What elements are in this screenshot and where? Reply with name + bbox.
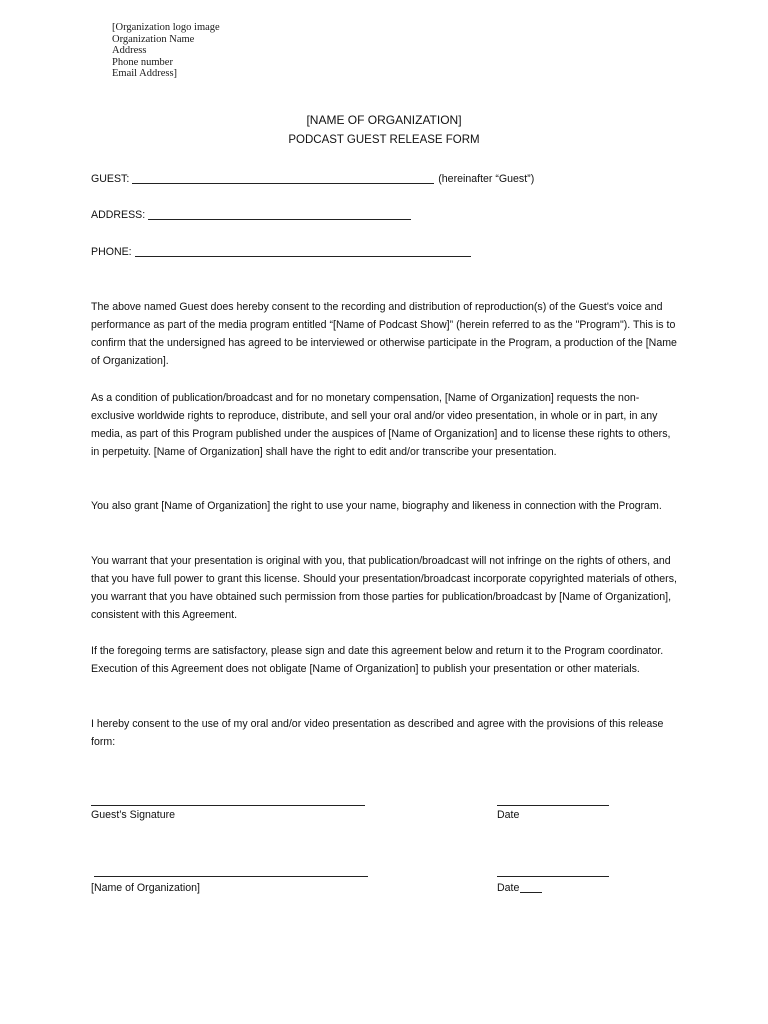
guest-field xyxy=(91,173,534,185)
email-address-text: Email Address] xyxy=(112,68,178,80)
guest-signature-line[interactable] xyxy=(91,805,365,806)
organization-name-text: Organization Name xyxy=(112,33,195,45)
organization-header-block xyxy=(112,22,220,80)
guest-signature-label: Guest’s Signature xyxy=(91,809,176,821)
organization-date-label: Date xyxy=(497,882,520,894)
organization-date-line[interactable] xyxy=(497,876,609,877)
guest-label: GUEST: xyxy=(91,173,130,185)
guest-suffix: (hereinafter “Guest”) xyxy=(438,173,535,185)
form-title: PODCAST GUEST RELEASE FORM xyxy=(288,134,480,146)
guest-input-line[interactable] xyxy=(132,173,434,184)
consent-paragraph: The above named Guest does hereby consent to the recording and distribution of reproduction(s) of the Guest's voice and performance as part of the media program entitled “[Name of Podcast Show]” (herein referred to as the "Program"). This is to confirm that the undersigned has agreed to be interviewed or otherwise participate in the Program, a production of the [Name of Organization]. xyxy=(91,301,677,367)
final-consent-paragraph: I hereby consent to the use of my oral and/or video presentation as described and agree with the provisions of this release form: xyxy=(91,718,664,748)
warranty-paragraph: You warrant that your presentation is original with you, that publication/broadcast will not infringe on the rights of others, and that you have full power to grant this license. Should your presentation/broadcast incorporate copyrighted materials of others, you warrant that you have obtained such permission from those parties for publication/broadcast by [Name of Organization], consistent with this Agreement. xyxy=(91,555,677,621)
organization-date-short-line[interactable] xyxy=(520,882,542,893)
organization-signature-line[interactable] xyxy=(94,876,368,877)
address-label: ADDRESS: xyxy=(91,209,146,221)
instructions-paragraph: If the foregoing terms are satisfactory, please sign and date this agreement below and return it to the Program coordinator. Execution of this Agreement does not obligate [Name of Organization] to publish your presentation or other materials. xyxy=(91,645,664,675)
rights-paragraph: As a condition of publication/broadcast and for no monetary compensation, [Name of Organization] requests the non-exclusive worldwide rights to reproduce, distribute, and sell your oral and/or video presentation, in whole or in part, in any media, as part of this Program published under the auspices of [Name of Organization] and to license these rights to others, in perpetuity. [Name of Organization] shall have the right to edit and/or transcribe your presentation. xyxy=(91,392,671,458)
phone-field xyxy=(91,246,475,258)
guest-date-line[interactable] xyxy=(497,805,609,806)
phone-number-text: Phone number xyxy=(112,56,173,68)
likeness-paragraph: You also grant [Name of Organization] the right to use your name, biography and likeness in connection with the Program. xyxy=(91,500,662,512)
phone-label: PHONE: xyxy=(91,246,132,258)
phone-input-line[interactable] xyxy=(135,246,471,257)
organization-title: [NAME OF ORGANIZATION] xyxy=(306,113,462,127)
logo-placeholder-text: [Organization logo image xyxy=(112,22,220,33)
guest-date-label: Date xyxy=(497,809,520,821)
address-field xyxy=(91,209,415,221)
organization-date-field xyxy=(497,882,542,894)
address-input-line[interactable] xyxy=(148,209,411,220)
address-text: Address xyxy=(112,45,147,57)
organization-signature-label: [Name of Organization] xyxy=(91,882,200,894)
